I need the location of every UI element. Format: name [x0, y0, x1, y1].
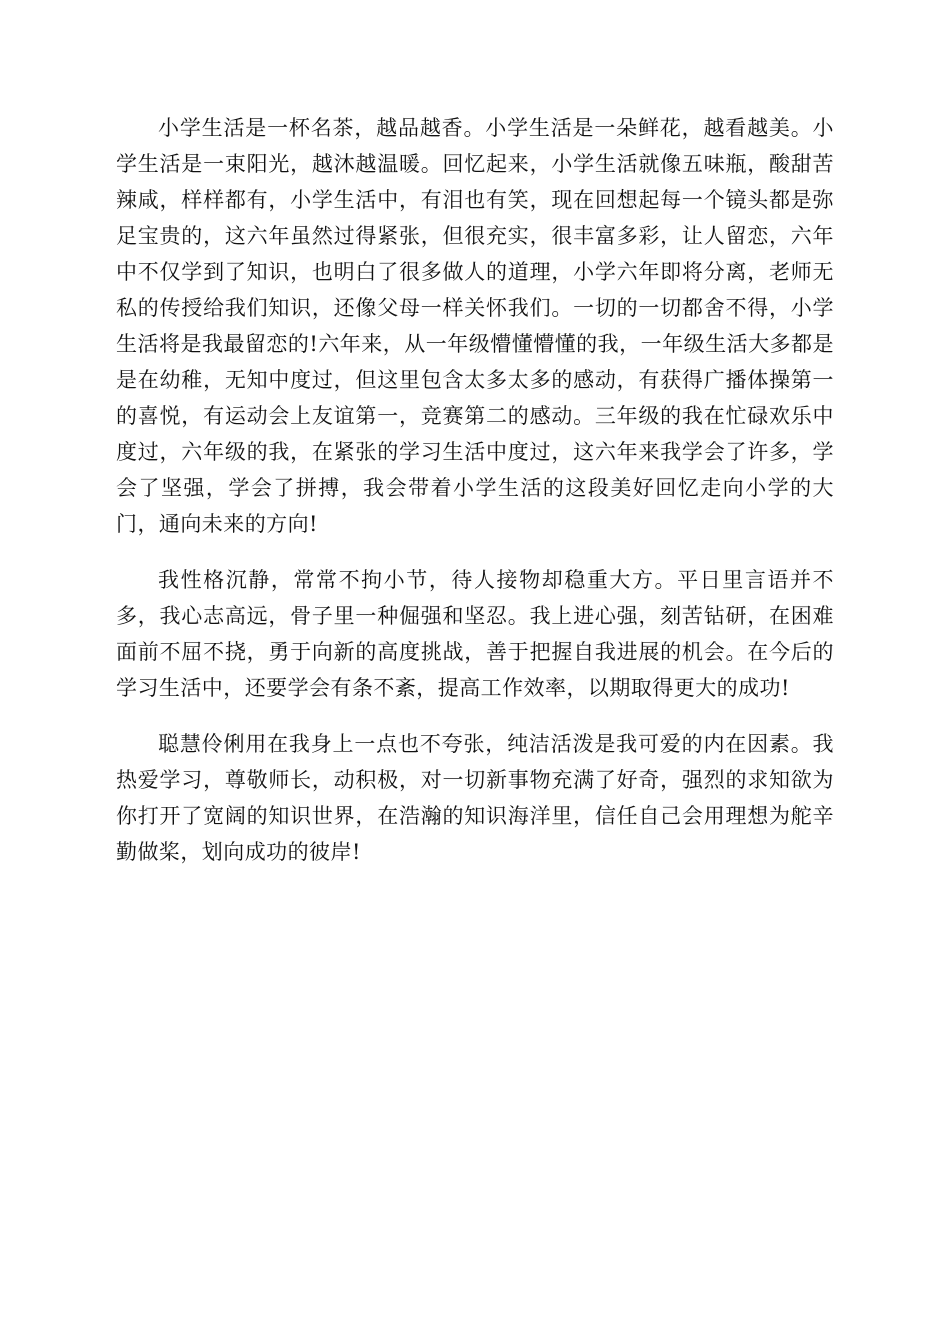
document-body [116, 110, 834, 890]
paragraph-2: 我性格沉静，常常不拘小节，待人接物却稳重大方。平日里言语并不多，我心志高远，骨子里一种倔强和坚忍。我上进心强，刻苦钻研，在困难面前不屈不挠，勇于向新的高度挑战，善于把握自我进展的机会。在今后的学习生活中，还要学会有条不紊，提高工作效率，以期取得更大的成功! [116, 568, 834, 700]
paragraph-1: 小学生活是一杯名茶，越品越香。小学生活是一朵鲜花，越看越美。小学生活是一束阳光，越沐越温暖。回忆起来，小学生活就像五味瓶，酸甜苦辣咸，样样都有，小学生活中，有泪也有笑，现在回想起每一个镜头都是弥足宝贵的，这六年虽然过得紧张，但很充实，很丰富多彩，让人留恋，六年中不仅学到了知识，也明白了很多做人的道理，小学六年即将分离，老师无私的传授给我们知识，还像父母一样关怀我们。一切的一切都舍不得，小学生活将是我最留恋的!六年来，从一年级懵懂懵懂的我，一年级生活大多都是是在幼稚，无知中度过，但这里包含太多太多的感动，有获得广播体操第一的喜悦，有运动会上友谊第一，竞赛第二的感动。三年级的我在忙碌欢乐中度过，六年级的我，在紧张的学习生活中度过，这六年来我学会了许多，学会了坚强，学会了拼搏，我会带着小学生活的这段美好回忆走向小学的大门，通向未来的方向! [116, 116, 834, 536]
paragraph-3: 聪慧伶俐用在我身上一点也不夸张，纯洁活泼是我可爱的内在因素。我热爱学习，尊敬师长，动积极，对一切新事物充满了好奇，强烈的求知欲为你打开了宽阔的知识世界，在浩瀚的知识海洋里，信任自己会用理想为舵辛勤做桨，划向成功的彼岸! [116, 732, 834, 864]
